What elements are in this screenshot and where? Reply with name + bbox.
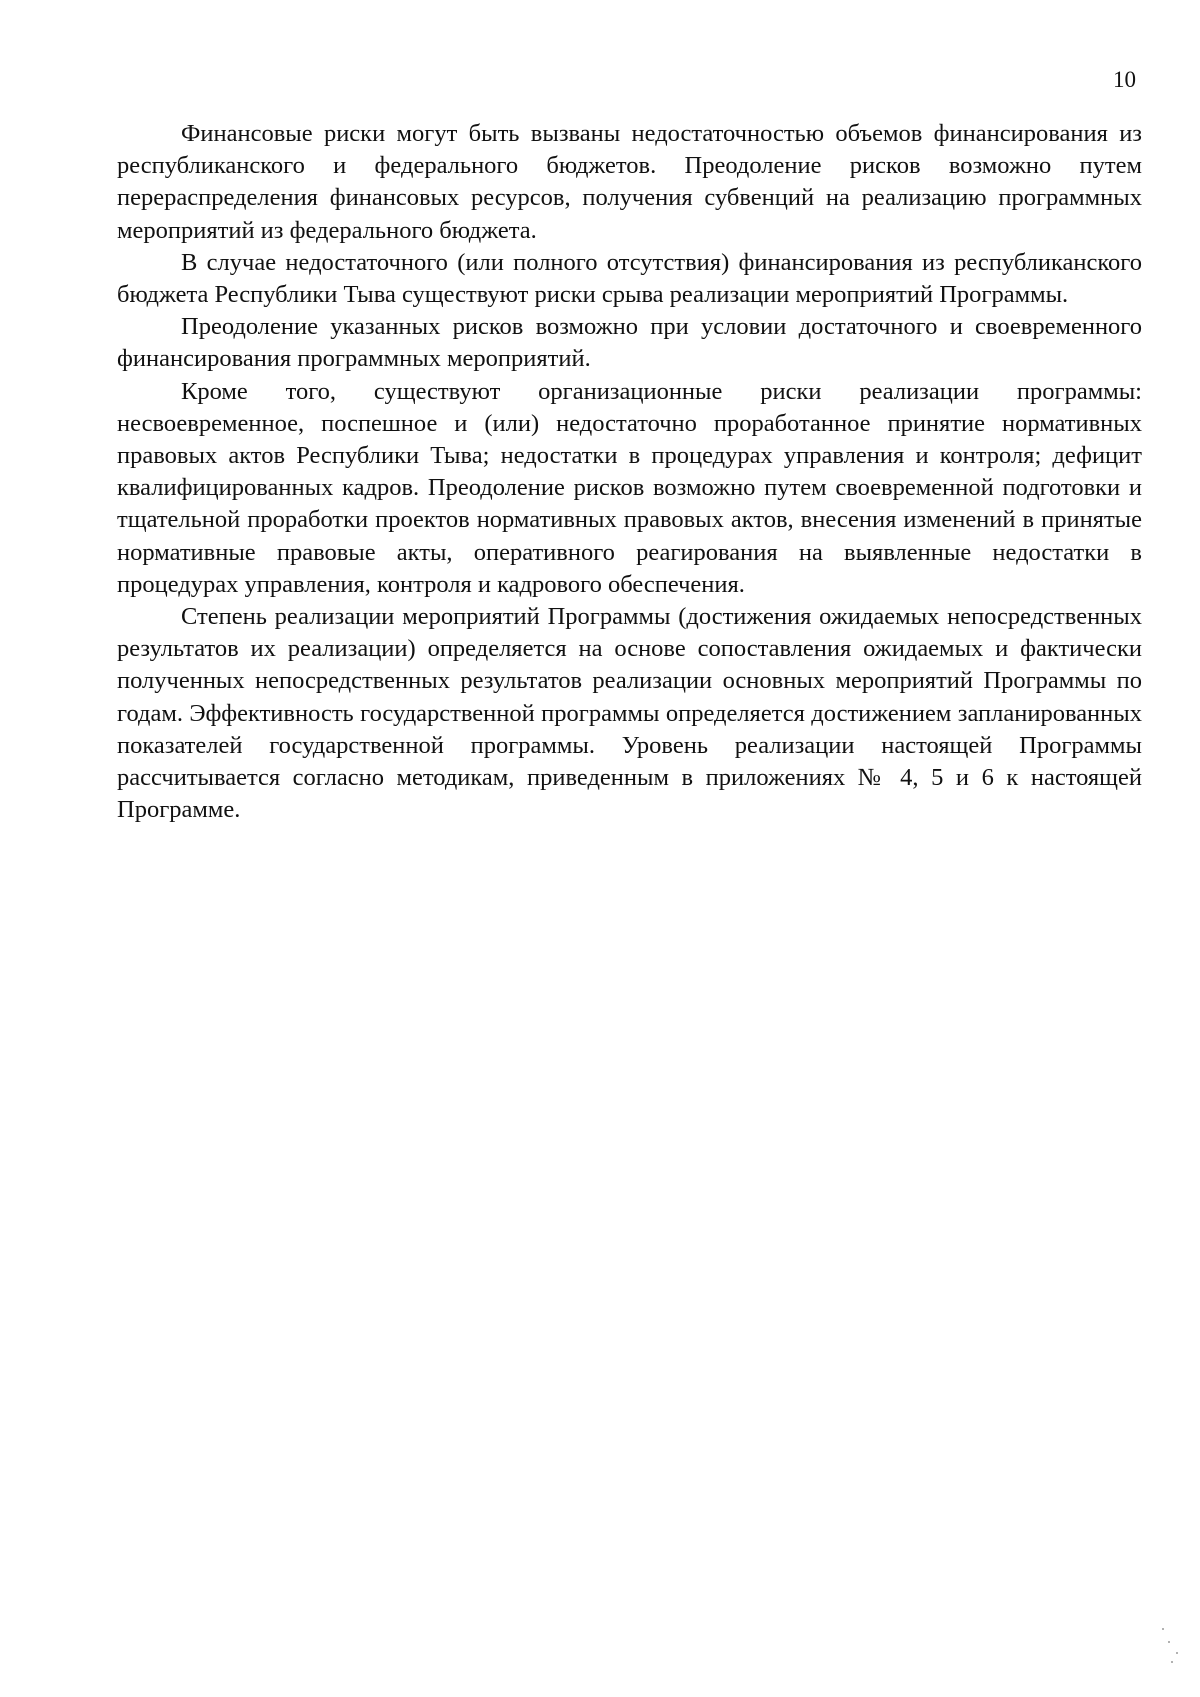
scan-speck [1162,1628,1164,1630]
paragraph-implementation-assessment: Степень реализации мероприятий Программы (достижения ожидаемых непосредственных результатов их реализации) определяется на основе сопоставления ожидаемых и фактически полученных непосредственных результатов реализации основных мероприятий Программы по годам. Эффективность государственной программы определяется достижением запланированных показателей государственной программы. Уровень реализации настоящей Программы рассчитывается согласно методикам, приведенным в приложениях № 4, 5 и 6 к настоящей Программе. [117,603,1142,824]
body-text [117,118,1142,826]
scan-speck [1168,1641,1170,1643]
page-number: 10 [1113,67,1136,92]
paragraph-financial-risks: Финансовые риски могут быть вызваны недостаточностью объемов финансирования из республиканского и федерального бюджетов. Преодоление рисков возможно путем перераспределения финансовых ресурсов, получения субвенций на реализацию программных мероприятий из федерального бюджета. [117,120,1142,244]
paragraph-organizational-risks: Кроме того, существуют организационные риски реализации программы: несвоевременное, поспешное и (или) недостаточно проработанное принятие нормативных правовых актов Республики Тыва; недостатки в процедурах управления и контроля; дефицит квалифицированных кадров. Преодоление рисков возможно путем своевременной подготовки и тщательной проработки проектов нормативных правовых актов, внесения изменений в принятые нормативные правовые акты, оперативного реагирования на выявленные недостатки в процедурах управления, контроля и кадрового обеспечения. [117,377,1142,598]
paragraph-funding-shortfall: В случае недостаточного (или полного отсутствия) финансирования из республиканского бюджета Республики Тыва существуют риски срыва реализации мероприятий Программы. [117,248,1142,309]
scan-speck [1176,1652,1178,1654]
scan-speck [1171,1661,1173,1663]
paragraph-overcoming-risks: Преодоление указанных рисков возможно при условии достаточного и своевременного финансирования программных мероприятий. [117,313,1142,373]
